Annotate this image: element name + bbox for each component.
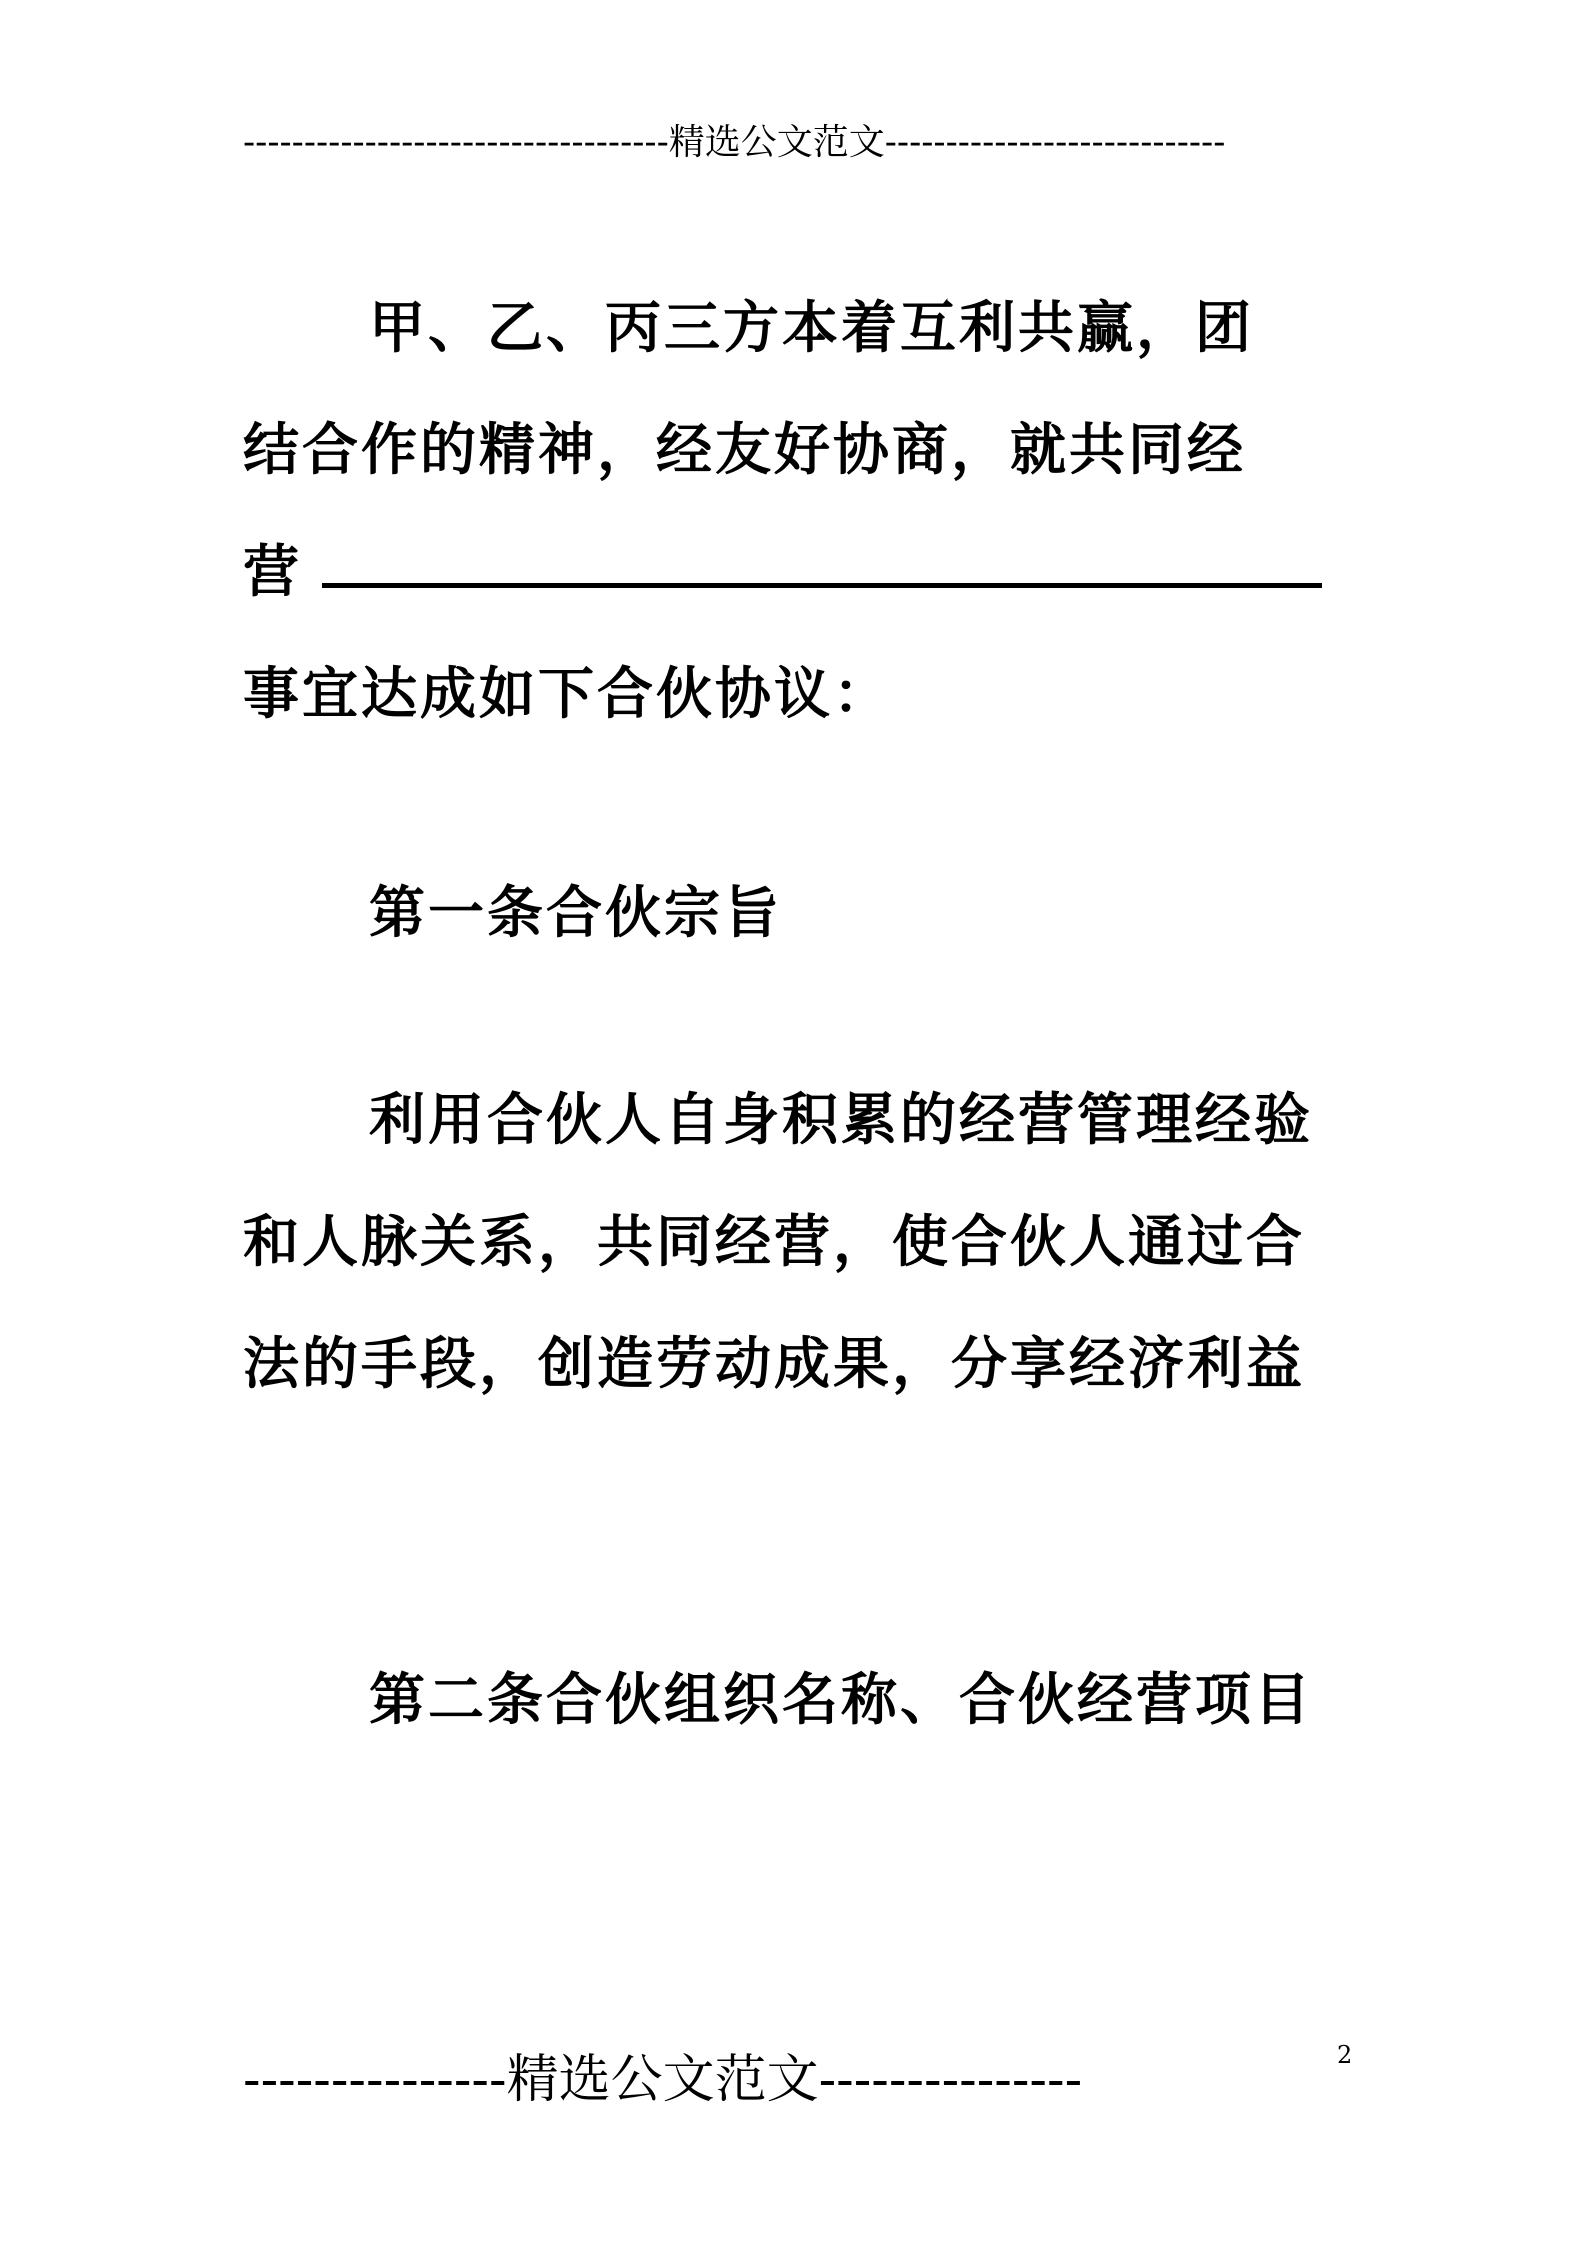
article1-body: 利用合伙人自身积累的经营管理经验和人脉关系，共同经营，使合伙人通过合法的手段，创造劳动成果，分享经济利益 [243, 1088, 1313, 1397]
header-title: 精选公文范文 [668, 122, 885, 163]
page-header [243, 118, 1343, 168]
article1-section [243, 853, 1353, 975]
intro-paragraph-line3-text: 营 [243, 540, 302, 605]
document-body [243, 268, 1353, 756]
footer-title: 精选公文范文 [506, 2050, 819, 2110]
article1-body-section [243, 1060, 1353, 1426]
intro-paragraph-line3 [243, 512, 1353, 634]
article2-section [243, 1640, 1353, 1762]
header-right-dashes: ---------------------------- [884, 122, 1226, 163]
fill-in-blank-line [322, 583, 1322, 588]
header-left-dashes: ----------------------------------- [243, 122, 669, 163]
intro-paragraph-line2: 结合作的精神，经友好协商，就共同经 [243, 418, 1246, 483]
article2-title: 第二条合伙组织名称、合伙经营项目 [369, 1668, 1313, 1733]
page-number: 2 [1337, 2041, 1353, 2069]
intro-paragraph-line1: 甲、乙、丙三方本着互利共赢，团 [369, 296, 1254, 361]
footer-right-dashes: --------------- [818, 2050, 1083, 2110]
footer-left-dashes: --------------- [243, 2050, 507, 2110]
article1-title: 第一条合伙宗旨 [369, 881, 782, 946]
page-footer [243, 2045, 1343, 2115]
intro-paragraph-line4: 事宜达成如下合伙协议： [243, 662, 892, 727]
